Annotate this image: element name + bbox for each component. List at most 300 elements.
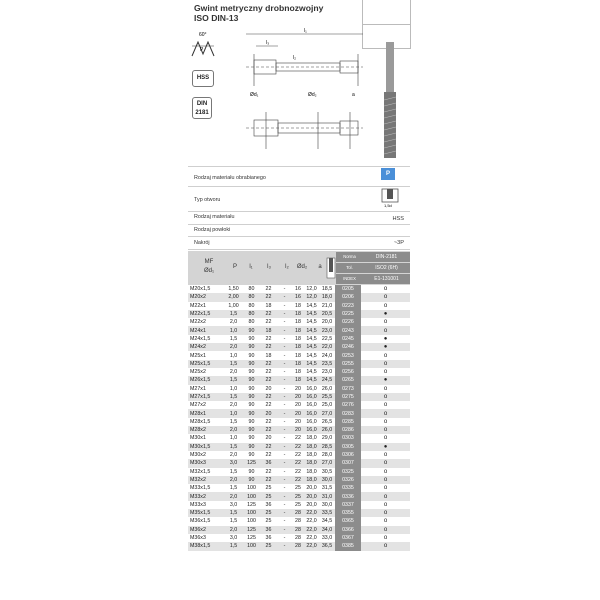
cell-l2: - xyxy=(277,326,292,334)
divider xyxy=(188,166,410,167)
cell-p: 1,0 xyxy=(224,409,243,417)
table-row xyxy=(188,393,410,401)
cell-a: 24,5 xyxy=(319,376,335,384)
title-line-2: ISO DIN-13 xyxy=(194,13,239,23)
availability-mark: ● xyxy=(383,311,388,318)
cell-d2: 28 xyxy=(292,517,304,525)
prop-label-tool-material: Rodzaj materiału xyxy=(194,214,235,220)
cell-a: 29,0 xyxy=(319,434,335,442)
cell-mark xyxy=(361,426,410,434)
catalog-sheet xyxy=(188,0,410,600)
availability-mark: o xyxy=(383,352,388,359)
table-row xyxy=(188,360,410,368)
cell-l2: - xyxy=(277,285,292,293)
cell-size: M24x2 xyxy=(188,343,224,351)
cell-l1: 100 xyxy=(243,509,260,517)
cell-l1: 125 xyxy=(243,526,260,534)
cell-d2: 20 xyxy=(292,418,304,426)
cell-l1: 80 xyxy=(243,285,260,293)
cell-idx: 0355 xyxy=(335,509,361,517)
cell-l2: - xyxy=(277,418,292,426)
table-row xyxy=(188,426,410,434)
cell-p: 1,5 xyxy=(224,335,243,343)
cell-mark xyxy=(361,492,410,500)
cell-mark xyxy=(361,360,410,368)
cell-p: 1,00 xyxy=(224,302,243,310)
cell-p: 1,5 xyxy=(224,509,243,517)
cell-a: 33,0 xyxy=(319,534,335,542)
cell-p: 1,5 xyxy=(224,393,243,401)
cell-mark xyxy=(361,468,410,476)
table-row xyxy=(188,468,410,476)
cell-a: 20,5 xyxy=(319,310,335,318)
cell-idx: 0306 xyxy=(335,451,361,459)
cell-a: 23,5 xyxy=(319,360,335,368)
cell-idx: 0337 xyxy=(335,501,361,509)
cell-a: 27,0 xyxy=(319,409,335,417)
cell-dd: 22,0 xyxy=(304,542,319,550)
table-row xyxy=(188,534,410,542)
col-p: P xyxy=(232,264,237,270)
cell-l1: 90 xyxy=(243,434,260,442)
cell-l1: 100 xyxy=(243,492,260,500)
cell-size: M30x2 xyxy=(188,451,224,459)
cell-size: M25x1 xyxy=(188,351,224,359)
cell-dd: 18,0 xyxy=(304,468,319,476)
cell-p: 2,0 xyxy=(224,476,243,484)
table-row xyxy=(188,409,410,417)
cell-p: 2,0 xyxy=(224,526,243,534)
cell-p: 1,0 xyxy=(224,326,243,334)
cell-d2: 22 xyxy=(292,459,304,467)
cell-l1: 80 xyxy=(243,310,260,318)
cell-a: 36,5 xyxy=(319,542,335,550)
dim-a: a xyxy=(352,92,355,98)
cell-l1: 90 xyxy=(243,351,260,359)
cell-p: 3,0 xyxy=(224,534,243,542)
cell-l2: - xyxy=(277,476,292,484)
cell-dd: 22,0 xyxy=(304,509,319,517)
cell-l3: 25 xyxy=(260,492,277,500)
cell-size: M28x1 xyxy=(188,409,224,417)
availability-mark: o xyxy=(383,510,388,517)
table-row xyxy=(188,459,410,467)
availability-mark: ● xyxy=(383,443,388,450)
cell-l2: - xyxy=(277,526,292,534)
cell-a: 28,0 xyxy=(319,451,335,459)
cell-idx: 0303 xyxy=(335,434,361,442)
divider xyxy=(188,236,410,237)
cell-a: 21,0 xyxy=(319,302,335,310)
cell-l3: 25 xyxy=(260,542,277,550)
table-row xyxy=(188,492,410,500)
din-number: 2181 xyxy=(195,110,209,116)
cell-d2: 18 xyxy=(292,310,304,318)
cell-a: 26,5 xyxy=(319,418,335,426)
cell-l3: 22 xyxy=(260,426,277,434)
din-label: DIN xyxy=(196,101,208,107)
cell-l3: 22 xyxy=(260,476,277,484)
availability-mark: o xyxy=(383,485,388,492)
cell-l2: - xyxy=(277,343,292,351)
col-mf: MF xyxy=(204,259,214,265)
cell-dd: 18,0 xyxy=(304,443,319,451)
availability-mark: o xyxy=(383,294,388,301)
cell-a: 30,5 xyxy=(319,468,335,476)
cell-p: 2,0 xyxy=(224,451,243,459)
cell-dd: 12,0 xyxy=(304,293,319,301)
cell-dd: 12,0 xyxy=(304,285,319,293)
cell-mark xyxy=(361,484,410,492)
cell-d2: 22 xyxy=(292,443,304,451)
cell-a: 25,0 xyxy=(319,401,335,409)
cell-size: M38x1,5 xyxy=(188,542,224,550)
cell-dd: 16,0 xyxy=(304,418,319,426)
cell-a: 25,5 xyxy=(319,393,335,401)
cell-l3: 18 xyxy=(260,302,277,310)
cell-dd: 20,0 xyxy=(304,501,319,509)
cell-l1: 125 xyxy=(243,534,260,542)
availability-mark: o xyxy=(383,476,388,483)
cell-l2: - xyxy=(277,443,292,451)
cell-dd: 22,0 xyxy=(304,526,319,534)
cell-size: M24x1 xyxy=(188,326,224,334)
cell-mark xyxy=(361,385,410,393)
cell-p: 1,0 xyxy=(224,385,243,393)
cell-p: 1,50 xyxy=(224,285,243,293)
cell-mark xyxy=(361,476,410,484)
index-label: INDEX xyxy=(336,274,363,284)
cell-l3: 25 xyxy=(260,484,277,492)
cell-p: 2,0 xyxy=(224,492,243,500)
cell-l3: 22 xyxy=(260,451,277,459)
dim-d1: Ød₁ xyxy=(250,92,259,98)
cell-mark xyxy=(361,418,410,426)
cell-size: M24x1,5 xyxy=(188,335,224,343)
cell-l2: - xyxy=(277,351,292,359)
cell-idx: 0275 xyxy=(335,393,361,401)
cell-l2: - xyxy=(277,376,292,384)
cell-p: 1,5 xyxy=(224,443,243,451)
cell-size: M22x1 xyxy=(188,302,224,310)
cell-dd: 14,5 xyxy=(304,310,319,318)
cell-a: 26,0 xyxy=(319,385,335,393)
cell-l3: 22 xyxy=(260,343,277,351)
cell-mark xyxy=(361,542,410,550)
cell-idx: 0367 xyxy=(335,534,361,542)
cell-a: 22,5 xyxy=(319,335,335,343)
cell-dd: 18,0 xyxy=(304,451,319,459)
cell-a: 27,0 xyxy=(319,459,335,467)
cell-size: M36x3 xyxy=(188,534,224,542)
cell-d2: 18 xyxy=(292,376,304,384)
cell-d2: 16 xyxy=(292,293,304,301)
cell-a: 31,0 xyxy=(319,492,335,500)
availability-mark: o xyxy=(383,435,388,442)
cell-d2: 22 xyxy=(292,434,304,442)
cell-p: 2,0 xyxy=(224,368,243,376)
cell-l2: - xyxy=(277,542,292,550)
cell-dd: 18,0 xyxy=(304,459,319,467)
cell-mark xyxy=(361,459,410,467)
cell-d2: 18 xyxy=(292,302,304,310)
cell-l3: 22 xyxy=(260,368,277,376)
cell-dd: 14,5 xyxy=(304,376,319,384)
cell-p: 1,5 xyxy=(224,517,243,525)
cell-l3: 22 xyxy=(260,393,277,401)
cell-l2: - xyxy=(277,360,292,368)
cell-d2: 18 xyxy=(292,343,304,351)
cell-p: 3,0 xyxy=(224,459,243,467)
cell-d2: 18 xyxy=(292,360,304,368)
cell-d2: 18 xyxy=(292,335,304,343)
table-header xyxy=(188,251,410,285)
cell-p: 1,5 xyxy=(224,418,243,426)
cell-size: M22x1,5 xyxy=(188,310,224,318)
table-row xyxy=(188,285,410,293)
cell-idx: 0326 xyxy=(335,476,361,484)
cell-size: M33x1,5 xyxy=(188,484,224,492)
cell-mark xyxy=(361,409,410,417)
cell-a: 30,0 xyxy=(319,476,335,484)
cell-idx: 0336 xyxy=(335,492,361,500)
table-row xyxy=(188,542,410,550)
cell-l3: 22 xyxy=(260,318,277,326)
cell-p: 1,0 xyxy=(224,434,243,442)
cell-l2: - xyxy=(277,401,292,409)
cell-l2: - xyxy=(277,426,292,434)
cell-mark xyxy=(361,318,410,326)
cell-d2: 28 xyxy=(292,542,304,550)
divider xyxy=(188,224,410,225)
cell-d2: 22 xyxy=(292,476,304,484)
cell-l1: 90 xyxy=(243,368,260,376)
availability-mark: o xyxy=(383,319,388,326)
cell-size: M28x2 xyxy=(188,426,224,434)
cell-l1: 100 xyxy=(243,517,260,525)
norma-label: Norma xyxy=(336,252,363,262)
cell-l1: 80 xyxy=(243,302,260,310)
availability-mark: o xyxy=(383,526,388,533)
norma-value: DIN-2181 xyxy=(363,252,410,262)
cell-l3: 25 xyxy=(260,509,277,517)
thread-section-icon xyxy=(326,257,336,279)
cell-dd: 14,5 xyxy=(304,368,319,376)
availability-mark: o xyxy=(383,286,388,293)
cell-l3: 25 xyxy=(260,517,277,525)
cell-dd: 16,0 xyxy=(304,385,319,393)
col-d2: Ød₂ xyxy=(296,264,308,270)
pitch-letter: P xyxy=(200,47,204,53)
cell-size: M36x2 xyxy=(188,526,224,534)
col-l3: l₃ xyxy=(267,264,271,270)
table-row xyxy=(188,509,410,517)
cell-idx: 0206 xyxy=(335,293,361,301)
col-l2: l₂ xyxy=(285,264,289,270)
prop-value-chamfer: ~3P xyxy=(393,240,404,246)
cell-l2: - xyxy=(277,451,292,459)
cell-dd: 20,0 xyxy=(304,492,319,500)
cell-mark xyxy=(361,310,410,318)
cell-l2: - xyxy=(277,468,292,476)
cell-l3: 22 xyxy=(260,376,277,384)
cell-d2: 16 xyxy=(292,285,304,293)
cell-p: 2,0 xyxy=(224,318,243,326)
cell-mark xyxy=(361,526,410,534)
cell-d2: 18 xyxy=(292,368,304,376)
table-row xyxy=(188,484,410,492)
cell-l3: 22 xyxy=(260,293,277,301)
cell-p: 2,00 xyxy=(224,293,243,301)
cell-l3: 22 xyxy=(260,335,277,343)
table-row xyxy=(188,368,410,376)
cell-l3: 18 xyxy=(260,351,277,359)
cell-dd: 14,5 xyxy=(304,335,319,343)
cell-dd: 14,5 xyxy=(304,343,319,351)
cell-dd: 14,5 xyxy=(304,302,319,310)
dim-l3: l₃ xyxy=(266,40,270,46)
table-row xyxy=(188,343,410,351)
header-box-top xyxy=(362,0,411,25)
cell-d2: 25 xyxy=(292,484,304,492)
cell-mark xyxy=(361,335,410,343)
page-title xyxy=(194,3,323,23)
cell-mark xyxy=(361,501,410,509)
cell-l3: 22 xyxy=(260,401,277,409)
availability-mark: ● xyxy=(383,335,388,342)
table-row xyxy=(188,351,410,359)
cell-l1: 90 xyxy=(243,343,260,351)
cell-size: M30x1,5 xyxy=(188,443,224,451)
cell-l3: 22 xyxy=(260,285,277,293)
cell-p: 1,5 xyxy=(224,310,243,318)
table-row xyxy=(188,418,410,426)
availability-mark: o xyxy=(383,327,388,334)
availability-mark: o xyxy=(383,535,388,542)
cell-l2: - xyxy=(277,501,292,509)
cell-d2: 20 xyxy=(292,409,304,417)
cell-d2: 20 xyxy=(292,385,304,393)
cell-p: 1,5 xyxy=(224,542,243,550)
cell-d2: 28 xyxy=(292,534,304,542)
cell-l3: 20 xyxy=(260,385,277,393)
cell-p: 3,0 xyxy=(224,501,243,509)
cell-idx: 0243 xyxy=(335,326,361,334)
cell-d2: 18 xyxy=(292,326,304,334)
prop-value-tool-material: HSS xyxy=(392,216,404,222)
cell-a: 20,0 xyxy=(319,318,335,326)
cell-l2: - xyxy=(277,385,292,393)
cell-idx: 0273 xyxy=(335,385,361,393)
cell-l3: 36 xyxy=(260,501,277,509)
index-value: E1-131001 xyxy=(363,274,410,284)
cell-l1: 125 xyxy=(243,459,260,467)
cell-l2: - xyxy=(277,534,292,542)
cell-l1: 100 xyxy=(243,542,260,550)
table-row xyxy=(188,293,410,301)
cell-mark xyxy=(361,451,410,459)
table-row xyxy=(188,302,410,310)
cell-p: 2,0 xyxy=(224,401,243,409)
cell-l1: 90 xyxy=(243,426,260,434)
prop-label-hole: Typ otworu xyxy=(194,197,221,203)
table-row xyxy=(188,476,410,484)
cell-p: 2,0 xyxy=(224,343,243,351)
table-row xyxy=(188,451,410,459)
cell-idx: 0283 xyxy=(335,409,361,417)
cell-l2: - xyxy=(277,310,292,318)
cell-mark xyxy=(361,343,410,351)
table-row xyxy=(188,443,410,451)
cell-idx: 0245 xyxy=(335,335,361,343)
cell-l2: - xyxy=(277,335,292,343)
cell-l1: 90 xyxy=(243,451,260,459)
size-table xyxy=(188,285,410,551)
cell-l2: - xyxy=(277,302,292,310)
table-row xyxy=(188,517,410,525)
cell-mark xyxy=(361,368,410,376)
cell-a: 28,5 xyxy=(319,443,335,451)
cell-size: M20x1,5 xyxy=(188,285,224,293)
cell-l3: 36 xyxy=(260,459,277,467)
cell-l1: 90 xyxy=(243,393,260,401)
cell-l2: - xyxy=(277,492,292,500)
cell-mark xyxy=(361,393,410,401)
cell-l2: - xyxy=(277,409,292,417)
cell-l3: 36 xyxy=(260,534,277,542)
cell-l3: 22 xyxy=(260,310,277,318)
table-row xyxy=(188,326,410,334)
col-l1: l₁ xyxy=(249,264,253,270)
cell-size: M32x1,5 xyxy=(188,468,224,476)
cell-l1: 125 xyxy=(243,501,260,509)
cell-size: M25x2 xyxy=(188,368,224,376)
material-p-badge: P xyxy=(381,168,395,180)
cell-a: 26,0 xyxy=(319,426,335,434)
divider xyxy=(188,249,410,250)
cell-a: 30,0 xyxy=(319,501,335,509)
cell-mark xyxy=(361,293,410,301)
cell-l1: 80 xyxy=(243,293,260,301)
cell-l3: 18 xyxy=(260,326,277,334)
table-row xyxy=(188,434,410,442)
table-row xyxy=(188,501,410,509)
cell-l3: 36 xyxy=(260,526,277,534)
cell-idx: 0365 xyxy=(335,517,361,525)
angle-value: 60° xyxy=(199,32,207,38)
cell-size: M36x1,5 xyxy=(188,517,224,525)
cell-dd: 16,0 xyxy=(304,426,319,434)
cell-idx: 0366 xyxy=(335,526,361,534)
cell-mark xyxy=(361,351,410,359)
cell-l2: - xyxy=(277,509,292,517)
cell-d2: 22 xyxy=(292,451,304,459)
cell-d2: 20 xyxy=(292,426,304,434)
availability-mark: o xyxy=(383,460,388,467)
cell-p: 1,0 xyxy=(224,351,243,359)
dim-l2: l₂ xyxy=(293,55,297,61)
divider xyxy=(188,211,410,212)
cell-mark xyxy=(361,302,410,310)
cell-size: M26x1,5 xyxy=(188,376,224,384)
cell-size: M32x2 xyxy=(188,476,224,484)
title-line-1: Gwint metryczny drobnozwojny xyxy=(194,3,324,13)
cell-mark xyxy=(361,285,410,293)
cell-l1: 90 xyxy=(243,468,260,476)
table-row xyxy=(188,335,410,343)
cell-l2: - xyxy=(277,434,292,442)
cell-a: 34,5 xyxy=(319,517,335,525)
